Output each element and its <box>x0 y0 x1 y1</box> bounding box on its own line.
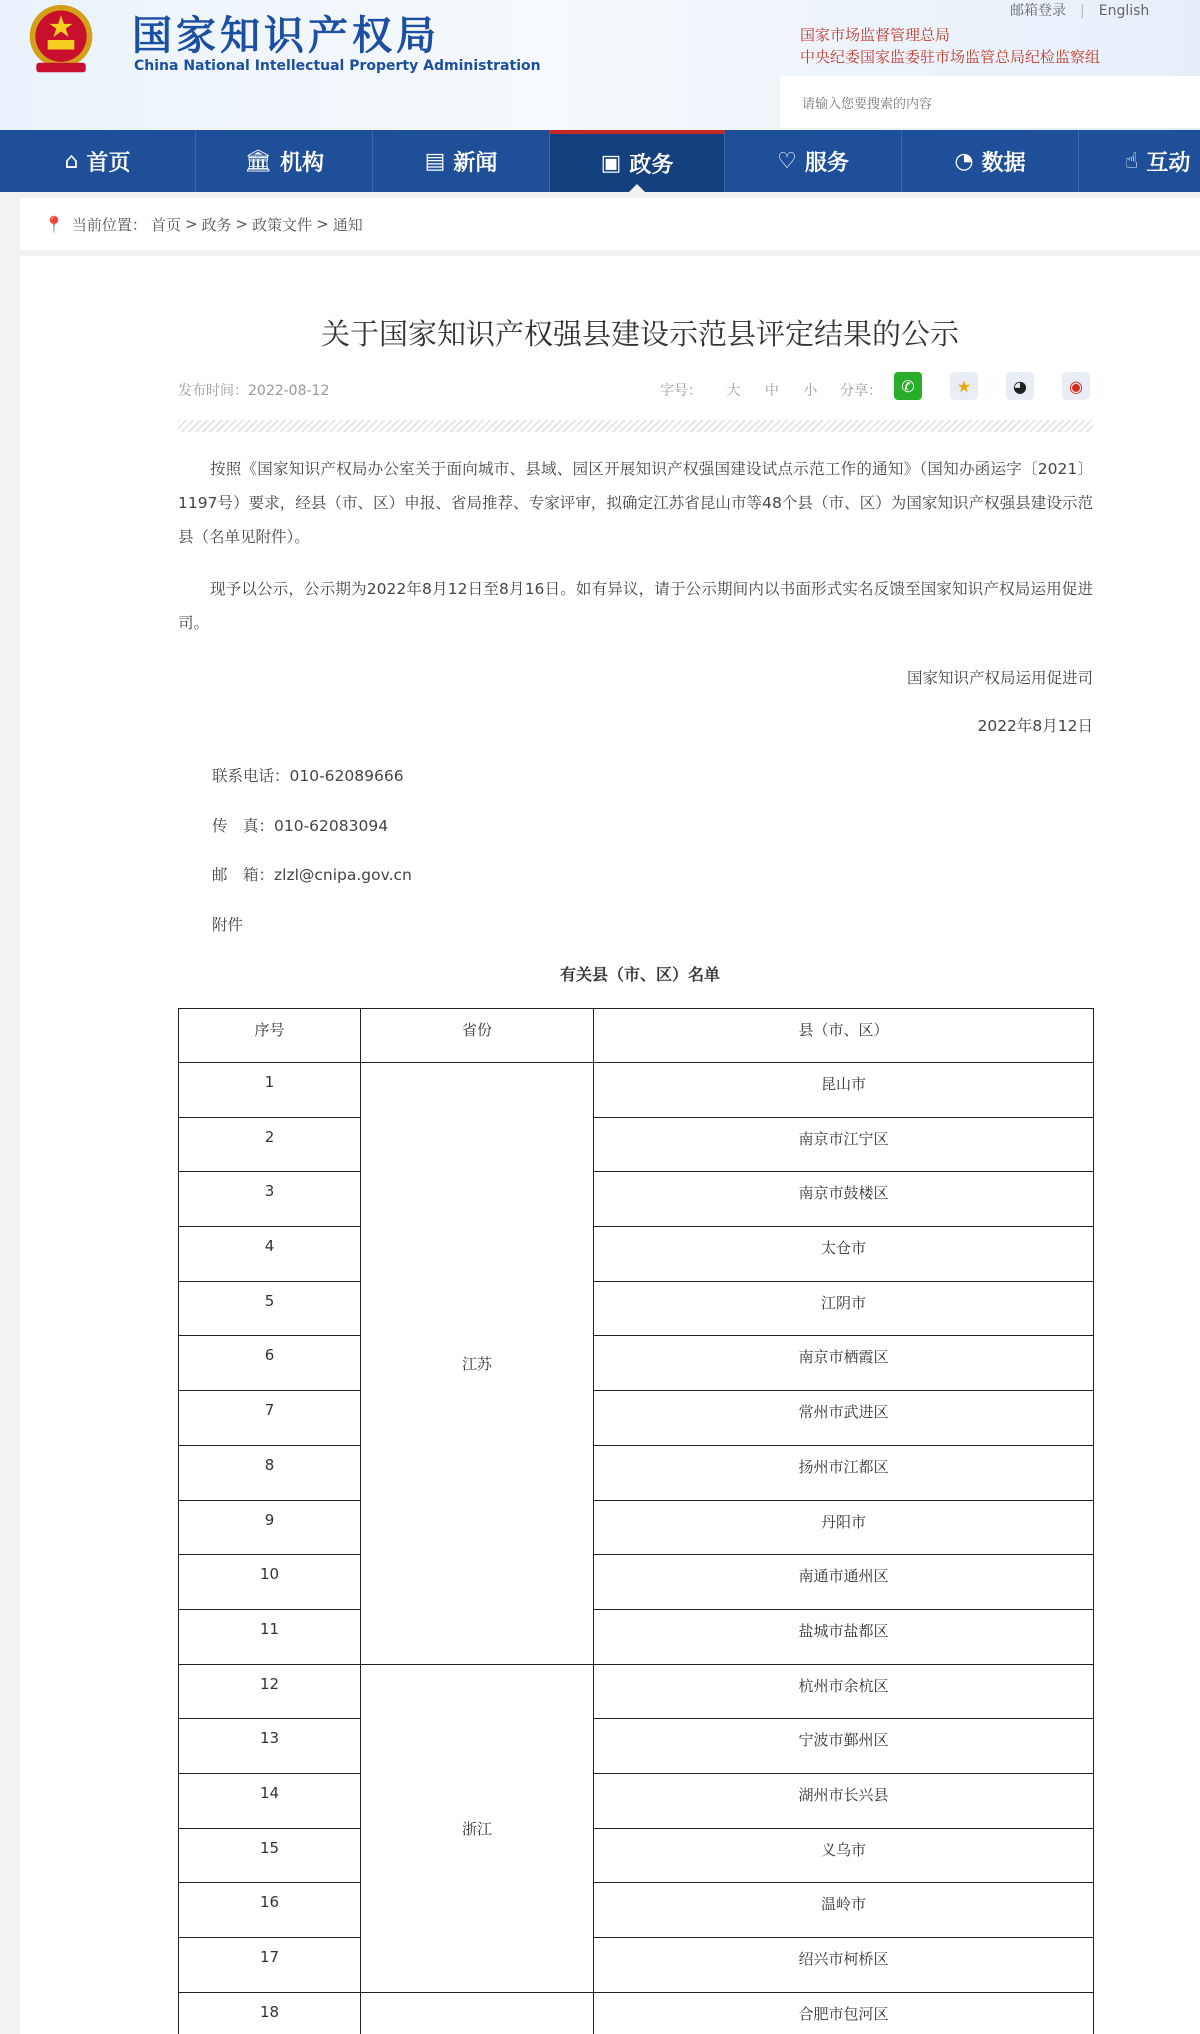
table-row <box>179 1445 1094 1500</box>
breadcrumb-sep: > <box>184 215 198 233</box>
table-row <box>179 1719 1094 1774</box>
nav-item-data[interactable] <box>902 130 1079 192</box>
share-label: 分享： <box>840 383 882 399</box>
county-cell: 合肥市包河区 <box>594 1992 1094 2034</box>
table-row <box>179 1500 1094 1555</box>
signature: 国家知识产权局运用促进司 <box>906 669 1093 687</box>
news-icon: ▤ <box>424 148 446 174</box>
parent-org-link-2[interactable]: 中央纪委国家监委驻市场监管总局纪检监察组 <box>800 48 1101 66</box>
nav-item-interact[interactable] <box>1079 130 1200 192</box>
row-number: 14 <box>179 1773 361 1828</box>
parent-org-link-1[interactable]: 国家市场监督管理总局 <box>800 26 951 44</box>
site-title[interactable]: 国家知识产权局 <box>132 13 440 59</box>
table-row <box>179 1281 1094 1336</box>
table-row <box>179 1992 1094 2034</box>
nav-item-service[interactable] <box>725 130 902 192</box>
row-number: 3 <box>179 1172 361 1227</box>
row-number: 15 <box>179 1828 361 1883</box>
institution-icon: 🏛 <box>244 148 272 174</box>
breadcrumb-prefix: 当前位置： <box>71 215 147 234</box>
column-header: 县（市、区） <box>594 1009 1094 1063</box>
row-number: 16 <box>179 1883 361 1938</box>
font-size-controls <box>660 380 817 400</box>
table-row <box>179 1773 1094 1828</box>
list-title: 有关县（市、区）名单 <box>559 965 720 984</box>
nav-label: 数据 <box>981 150 1026 176</box>
table-row <box>179 1609 1094 1664</box>
location-pin-icon: 📍 <box>44 214 64 234</box>
table-row <box>179 1227 1094 1282</box>
article-date: 2022年8月12日 <box>977 717 1093 735</box>
table-row <box>179 1828 1094 1883</box>
county-cell: 南通市通州区 <box>594 1555 1094 1610</box>
english-link[interactable]: English <box>1098 3 1150 19</box>
service-icon: ♡ <box>777 148 797 174</box>
table-row <box>179 1063 1094 1118</box>
table-row <box>179 1555 1094 1610</box>
government-icon: ▣ <box>600 150 622 176</box>
contact-phone: 联系电话：010-62089666 <box>212 767 404 785</box>
breadcrumb-policy[interactable]: 政策文件 <box>252 215 313 234</box>
nav-label: 机构 <box>279 150 324 176</box>
county-cell: 南京市鼓楼区 <box>594 1172 1094 1227</box>
mail-login-link[interactable]: 邮箱登录 <box>1010 3 1066 19</box>
province-cell: 江苏 <box>361 1063 594 1665</box>
publish-time: 发布时间：2022-08-12 <box>178 383 330 399</box>
row-number: 13 <box>179 1719 361 1774</box>
attachment-label: 附件 <box>212 916 244 934</box>
row-number: 9 <box>179 1500 361 1555</box>
county-cell: 宁波市鄞州区 <box>594 1719 1094 1774</box>
row-number: 10 <box>179 1555 361 1610</box>
county-cell: 温岭市 <box>594 1883 1094 1938</box>
font-size-large[interactable]: 大 <box>726 383 741 399</box>
table-row <box>179 1336 1094 1391</box>
breadcrumb-government[interactable]: 政务 <box>201 215 232 234</box>
main-nav <box>0 130 1200 192</box>
table-header-row <box>179 1009 1094 1063</box>
nav-item-institution[interactable] <box>196 130 373 192</box>
county-cell: 太仓市 <box>594 1227 1094 1282</box>
table-row <box>179 1117 1094 1172</box>
search-placeholder: 请输入您要搜索的内容 <box>802 97 933 112</box>
font-size-small[interactable]: 小 <box>803 383 818 399</box>
row-number: 11 <box>179 1609 361 1664</box>
row-number: 5 <box>179 1281 361 1336</box>
row-number: 2 <box>179 1117 361 1172</box>
table-row <box>179 1391 1094 1446</box>
nav-item-government[interactable] <box>550 130 725 192</box>
table-row <box>179 1664 1094 1719</box>
row-number: 6 <box>179 1336 361 1391</box>
site-header <box>0 0 1200 130</box>
county-cell: 杭州市余杭区 <box>594 1664 1094 1719</box>
article-panel <box>20 256 1200 2034</box>
nav-label: 互动 <box>1146 150 1191 176</box>
article-paragraph-1: 按照《国家知识产权局办公室关于面向城市、县域、园区开展知识产权强国建设试点示范工作的通知》（国知办函运字〔2021〕1197号）要求，经县（市、区）申报、省局推荐、专家评审，拟确定江苏省昆山市等48个县（市、区）为国家知识产权强县建设示范县（名单见附件）。 <box>178 460 1093 546</box>
table-row <box>179 1938 1094 1993</box>
weibo-icon[interactable]: ◉ <box>1062 372 1090 400</box>
search-input[interactable] <box>780 76 1200 128</box>
row-number: 4 <box>179 1227 361 1282</box>
font-size-label: 字号： <box>660 383 702 399</box>
county-cell: 南京市江宁区 <box>594 1117 1094 1172</box>
row-number: 18 <box>179 1992 361 2034</box>
province-cell <box>361 1992 594 2034</box>
breadcrumb-notice[interactable]: 通知 <box>332 215 363 234</box>
county-cell: 绍兴市柯桥区 <box>594 1938 1094 1993</box>
breadcrumb-sep: > <box>235 215 249 233</box>
county-cell: 常州市武进区 <box>594 1391 1094 1446</box>
nav-label: 服务 <box>804 150 849 176</box>
county-cell: 南京市栖霞区 <box>594 1336 1094 1391</box>
county-cell: 昆山市 <box>594 1063 1094 1118</box>
nav-label: 政务 <box>629 152 674 178</box>
site-subtitle: China National Intellectual Property Administration <box>134 58 541 74</box>
county-table <box>178 1008 1094 2034</box>
row-number: 12 <box>179 1664 361 1719</box>
breadcrumb-home[interactable]: 首页 <box>150 215 181 234</box>
county-cell: 义乌市 <box>594 1828 1094 1883</box>
article-paragraph-2: 现予以公示，公示期为2022年8月12日至8月16日。如有异议，请于公示期间内以书面形式实名反馈至国家知识产权局运用促进司。 <box>178 580 1093 632</box>
row-number: 8 <box>179 1445 361 1500</box>
county-cell: 盐城市盐都区 <box>594 1609 1094 1664</box>
wechat-icon[interactable]: ✆ <box>894 372 922 400</box>
qzone-icon[interactable]: ★ <box>950 372 978 400</box>
nav-item-news[interactable] <box>373 130 550 192</box>
breadcrumb <box>20 198 1200 250</box>
row-number: 1 <box>179 1063 361 1118</box>
row-number: 17 <box>179 1938 361 1993</box>
breadcrumb-sep: > <box>316 215 329 233</box>
row-number: 7 <box>179 1391 361 1446</box>
county-cell: 江阴市 <box>594 1281 1094 1336</box>
province-cell: 浙江 <box>361 1664 594 1992</box>
interact-icon: ☝ <box>1125 148 1139 174</box>
column-header: 序号 <box>179 1009 361 1063</box>
divider <box>178 420 1093 432</box>
county-cell: 扬州市江都区 <box>594 1445 1094 1500</box>
article-title: 关于国家知识产权强县建设示范县评定结果的公示 <box>320 317 959 351</box>
table-row <box>179 1172 1094 1227</box>
nav-label: 首页 <box>86 150 131 176</box>
data-icon: ◔ <box>954 148 974 174</box>
home-icon: ⌂ <box>64 148 79 174</box>
national-emblem-icon[interactable] <box>22 2 100 78</box>
qq-icon[interactable]: ◕ <box>1006 372 1034 400</box>
top-links: 邮箱登录 | English <box>1010 0 1149 20</box>
county-cell: 湖州市长兴县 <box>594 1773 1094 1828</box>
county-cell: 丹阳市 <box>594 1500 1094 1555</box>
table-row <box>179 1883 1094 1938</box>
contact-fax: 传 真：010-62083094 <box>212 817 389 835</box>
nav-item-home[interactable] <box>0 130 196 192</box>
column-header: 省份 <box>361 1009 594 1063</box>
contact-email: 邮 箱：zlzl@cnipa.gov.cn <box>212 866 412 884</box>
font-size-medium[interactable]: 中 <box>764 383 779 399</box>
nav-label: 新闻 <box>453 150 498 176</box>
